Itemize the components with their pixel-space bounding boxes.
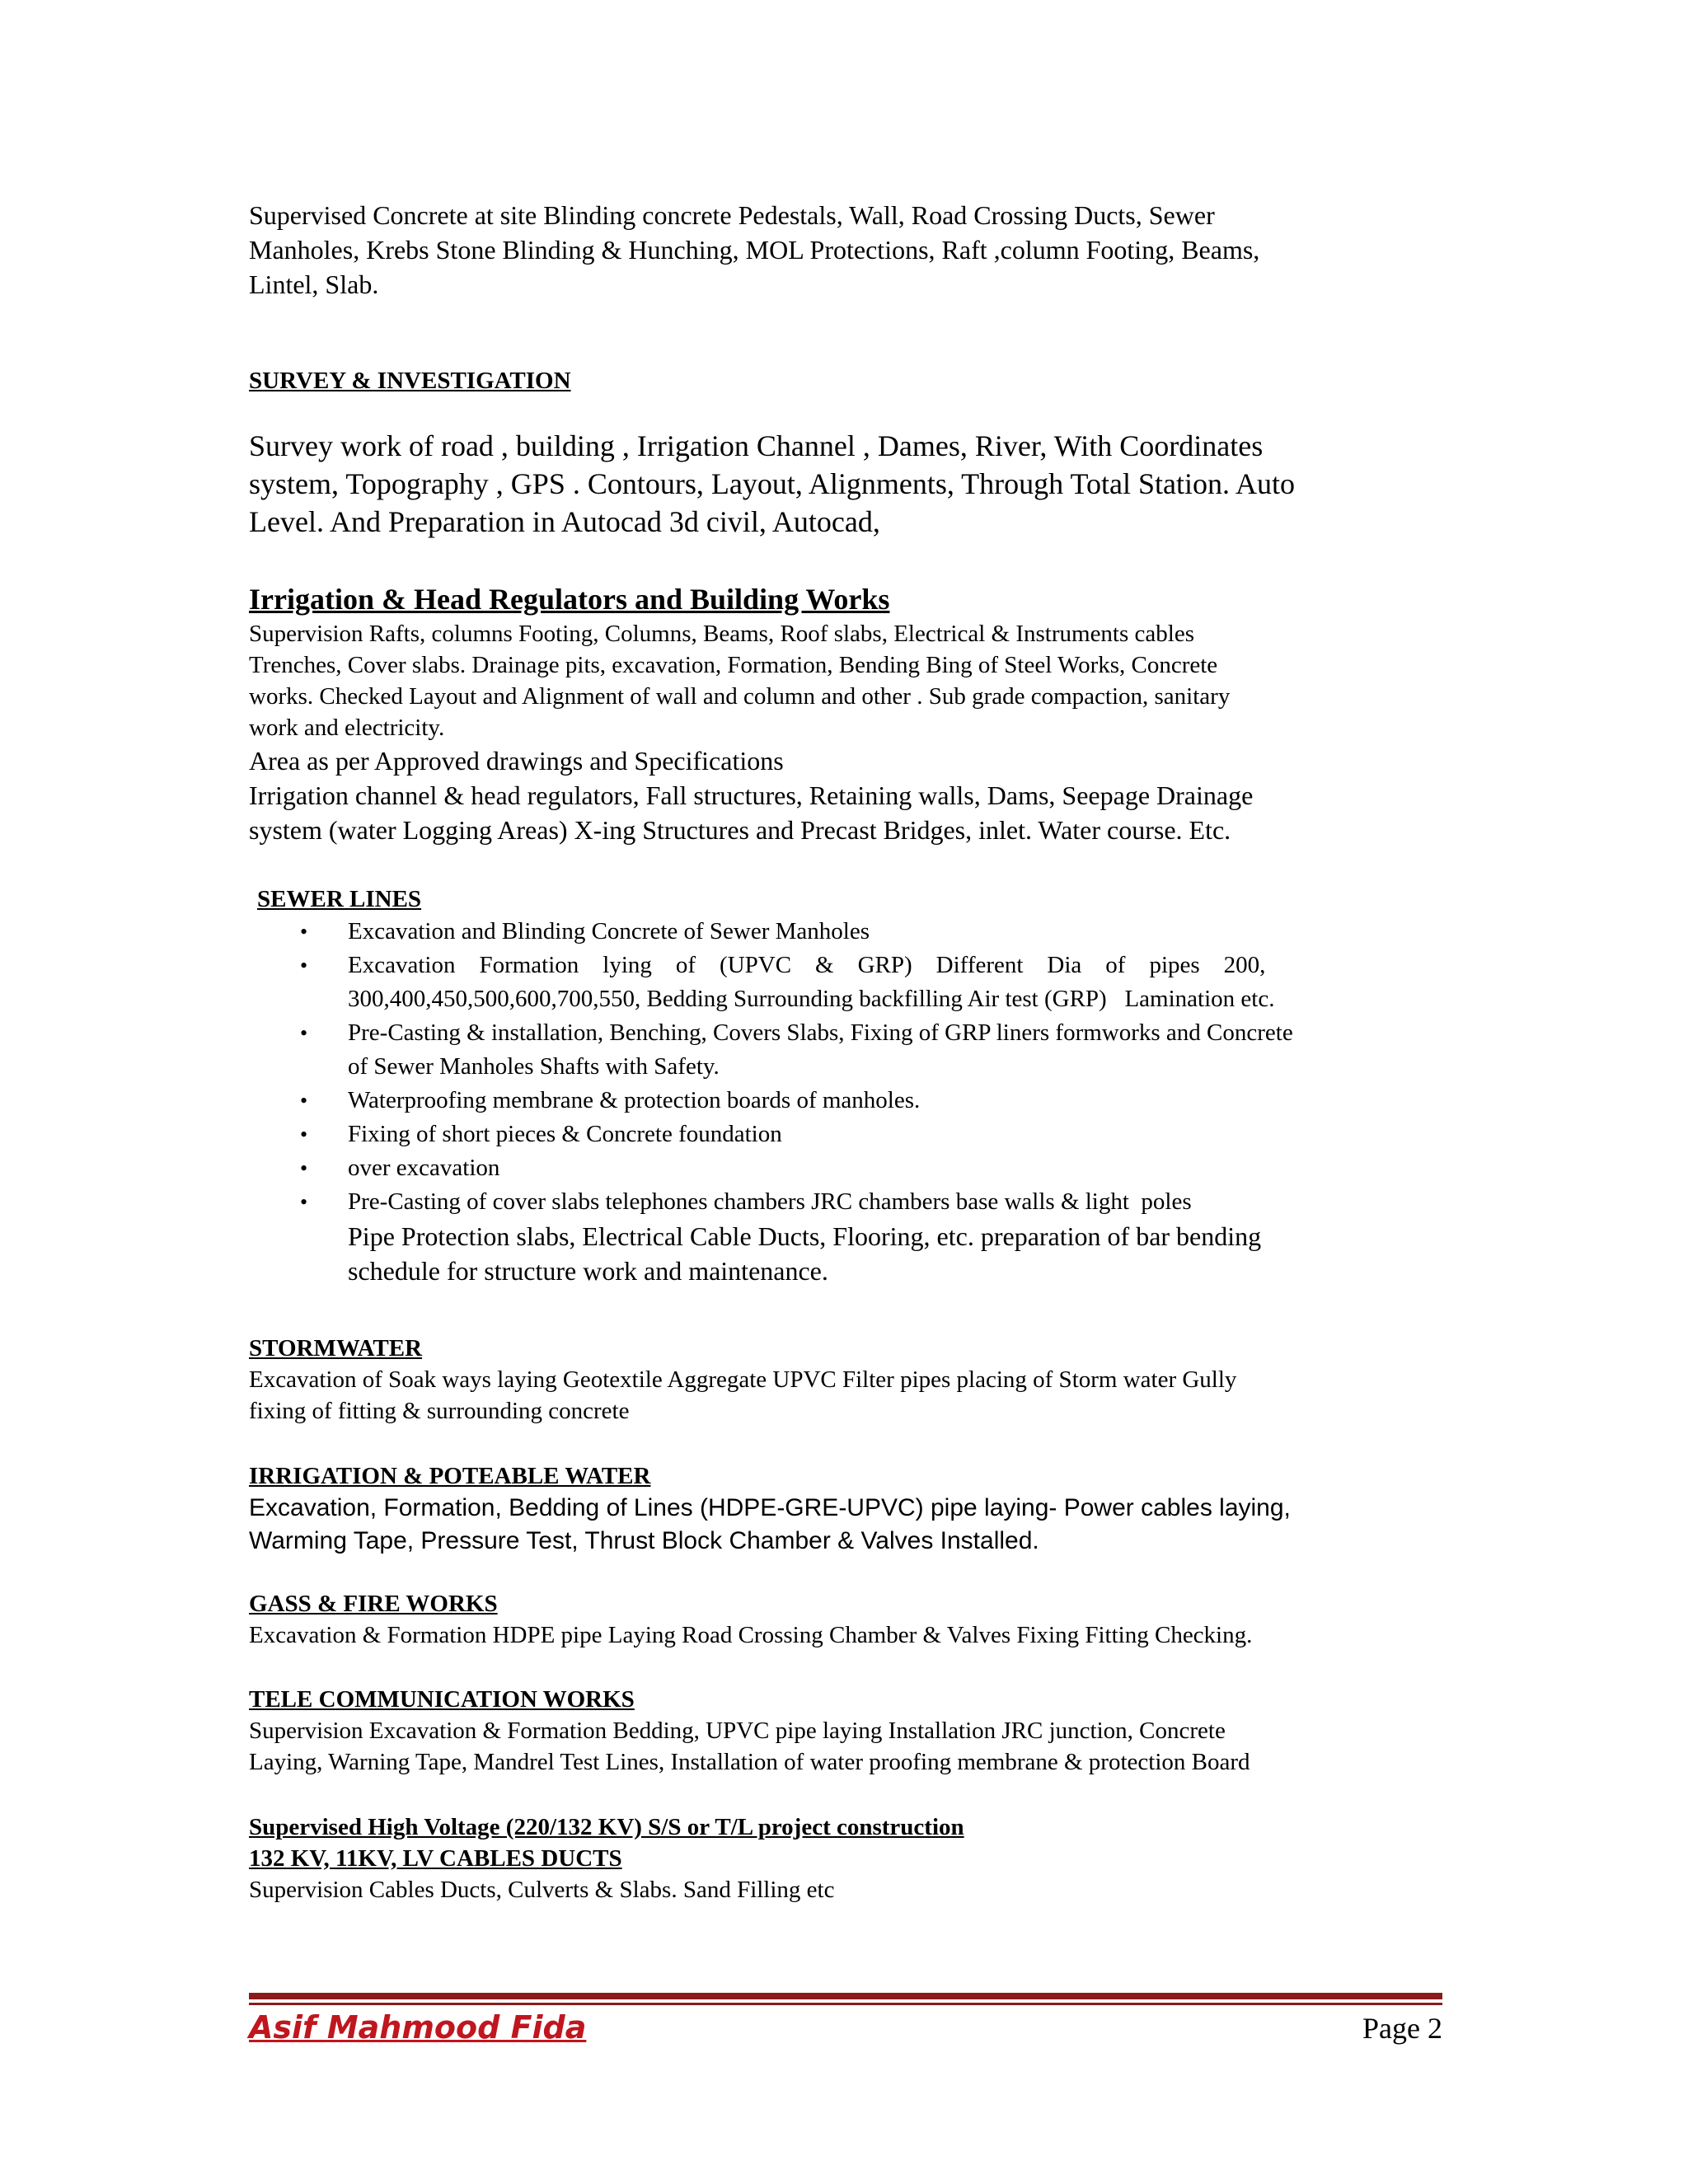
stormwater-section — [249, 1333, 1442, 1427]
survey-line: system, Topography , GPS . Contours, Layout, Alignments, Through Total Station. Auto — [249, 467, 1295, 500]
stormwater-heading: STORMWATER — [249, 1335, 423, 1361]
intro-paragraph — [249, 198, 1442, 302]
sewer-heading: SEWER LINES — [257, 886, 422, 912]
survey-line: Survey work of road , building , Irrigation Channel , Dames, River, With Coordinates — [249, 429, 1264, 462]
potable-heading: IRRIGATION & POTEABLE WATER — [249, 1463, 651, 1489]
sewer-list-item — [300, 1185, 1442, 1219]
sewer-item-line: Excavation and Blinding Concrete of Sewer Manholes — [348, 918, 870, 944]
sewer-list — [249, 915, 1442, 1219]
potable-line: Excavation, Formation, Bedding of Lines (HDPE-GRE-UPVC) pipe laying- Power cables laying, — [249, 1494, 1291, 1521]
bullet-icon: • — [300, 1156, 308, 1180]
hv-subheading: 132 KV, 11KV, LV CABLES DUCTS — [249, 1845, 622, 1872]
sewer-list-item — [300, 1118, 1442, 1151]
hv-section — [249, 1811, 1442, 1905]
sewer-list-item — [300, 1151, 1442, 1185]
survey-heading: SURVEY & INVESTIGATION — [249, 368, 571, 394]
sewer-trail-line: schedule for structure work and maintenance. — [348, 1256, 828, 1286]
irrigation-head-section — [249, 580, 1442, 847]
bullet-icon: • — [300, 1089, 308, 1113]
hv-heading: Supervised High Voltage (220/132 KV) S/S or T/L project construction — [249, 1814, 964, 1840]
survey-body — [249, 427, 1442, 541]
bullet-icon: • — [300, 954, 308, 977]
sewer-item-line: Waterproofing membrane & protection boards of manholes. — [348, 1087, 921, 1113]
survey-section — [249, 365, 1442, 396]
footer-page-number: Page 2 — [1362, 2012, 1442, 2045]
bullet-icon: • — [300, 1190, 308, 1214]
irrigation-head-line: system (water Logging Areas) X-ing Structures and Precast Bridges, inlet. Water course. Etc. — [249, 815, 1231, 845]
tele-line: Laying, Warning Tape, Mandrel Test Lines, Installation of water proofing membrane & protection Board — [249, 1749, 1250, 1775]
irrigation-head-line: work and electricity. — [249, 715, 445, 741]
sewer-item-line: Pre-Casting & installation, Benching, Covers Slabs, Fixing of GRP liners formworks and Concrete — [348, 1019, 1293, 1046]
irrigation-head-line: works. Checked Layout and Alignment of wall and column and other . Sub grade compaction, sanitary — [249, 683, 1231, 710]
irrigation-head-line: Irrigation channel & head regulators, Fall structures, Retaining walls, Dams, Seepage Drainage — [249, 780, 1254, 810]
sewer-list-item — [300, 915, 1442, 949]
sewer-section — [249, 883, 1442, 1288]
footer-rule-thick — [249, 1993, 1442, 1999]
intro-line: Manholes, Krebs Stone Blinding & Hunching, MOL Protections, Raft ,column Footing, Beams, — [249, 235, 1260, 265]
tele-line: Supervision Excavation & Formation Bedding, UPVC pipe laying Installation JRC junction, Concrete — [249, 1718, 1226, 1744]
potable-line: Warming Tape, Pressure Test, Thrust Block Chamber & Valves Installed. — [249, 1527, 1039, 1554]
irrigation-head-line: Area as per Approved drawings and Specifications — [249, 746, 784, 776]
sewer-list-item — [300, 1016, 1442, 1084]
bullet-icon: • — [300, 1021, 308, 1045]
sewer-item-line: over excavation — [348, 1155, 500, 1181]
stormwater-line: Excavation of Soak ways laying Geotextile Aggregate UPVC Filter pipes placing of Storm water Gully — [249, 1366, 1237, 1393]
gas-heading: GASS & FIRE WORKS — [249, 1591, 498, 1617]
tele-heading: TELE COMMUNICATION WORKS — [249, 1686, 635, 1713]
sewer-item-line: Excavation Formation lying of (UPVC & GRP) Different Dia of pipes 200, — [348, 952, 1266, 978]
intro-line: Supervised Concrete at site Blinding concrete Pedestals, Wall, Road Crossing Ducts, Sewer — [249, 200, 1215, 230]
sewer-trailing-text — [249, 1219, 1442, 1288]
potable-section — [249, 1460, 1442, 1558]
footer-author-name: Asif Mahmood Fida — [249, 2009, 587, 2046]
intro-line: Lintel, Slab. — [249, 269, 379, 299]
irrigation-head-heading: Irrigation & Head Regulators and Building Works — [249, 583, 890, 616]
sewer-item-line: Pre-Casting of cover slabs telephones chambers JRC chambers base walls & light poles — [348, 1188, 1192, 1215]
sewer-list-item — [300, 1084, 1442, 1118]
hv-line: Supervision Cables Ducts, Culverts & Slabs. Sand Filling etc — [249, 1877, 835, 1903]
sewer-item-line: Fixing of short pieces & Concrete foundation — [348, 1121, 782, 1147]
survey-line: Level. And Preparation in Autocad 3d civil, Autocad, — [249, 505, 880, 538]
gas-section — [249, 1588, 1442, 1651]
footer-rule-thin — [249, 2003, 1442, 2005]
sewer-trail-line: Pipe Protection slabs, Electrical Cable Ducts, Flooring, etc. preparation of bar bending — [348, 1221, 1262, 1251]
bullet-icon: • — [300, 1122, 308, 1146]
gas-line: Excavation & Formation HDPE pipe Laying Road Crossing Chamber & Valves Fixing Fitting Checking. — [249, 1622, 1253, 1648]
irrigation-head-line: Supervision Rafts, columns Footing, Columns, Beams, Roof slabs, Electrical & Instruments cables — [249, 621, 1194, 647]
stormwater-line: fixing of fitting & surrounding concrete — [249, 1398, 630, 1424]
sewer-item-line: of Sewer Manholes Shafts with Safety. — [348, 1053, 720, 1080]
sewer-list-item — [300, 949, 1442, 1016]
irrigation-head-line: Trenches, Cover slabs. Drainage pits, excavation, Formation, Bending Bing of Steel Works, Concrete — [249, 652, 1218, 678]
bullet-icon: • — [300, 920, 308, 944]
sewer-item-line: 300,400,450,500,600,700,550, Bedding Surrounding backfilling Air test (GRP) Lamination etc. — [348, 986, 1275, 1012]
tele-section — [249, 1684, 1442, 1778]
